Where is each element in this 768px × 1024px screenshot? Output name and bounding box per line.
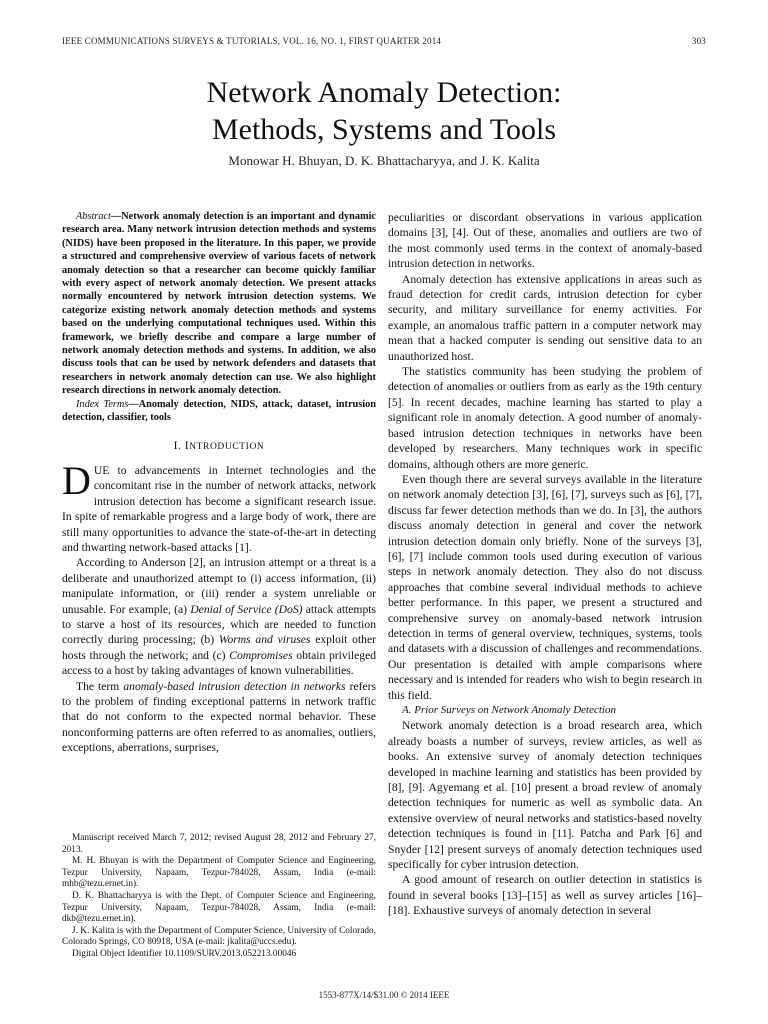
drop-cap: D: [62, 457, 91, 503]
footnote-manuscript: Manuscript received March 7, 2012; revised August 28, 2012 and February 27, 2013.: [62, 833, 376, 855]
right-paragraph-2: Anomaly detection has extensive applications in areas such as fraud detection for credit cards, intrusion detection for cyber security, and military surveillance for enemy activities. For example, an anomalous traffic pattern in a computer network may mean that a hacked computer is sending out sensitive data to an unauthorized host.: [388, 272, 702, 363]
intro-paragraph-3: [62, 679, 376, 756]
abstract: [62, 210, 376, 398]
author-list: Monowar H. Bhuyan, D. K. Bhattacharyya, and J. K. Kalita: [228, 153, 540, 168]
section-numeral: I. I: [173, 438, 190, 452]
footnote-author-3: J. K. Kalita is with the Department of Computer Science, University of Colorado, Colorado Springs, CO 80918, USA (e-mail: jkalita@uccs.edu).: [62, 925, 376, 948]
running-header: [62, 36, 706, 46]
footnotes: [62, 833, 376, 961]
paper-title: [0, 74, 768, 148]
footnote-author-2: D. K. Bhattacharyya is with the Dept. of Computer Science and Engineering, Tezpur University, Napaam, Tezpur-784028, Assam, India (e-mail: dkb@tezu.ernet.in).: [62, 890, 376, 925]
right-column: [388, 210, 702, 919]
intro-paragraph-2: [62, 555, 376, 678]
text-run: exploit other hosts through the network; and (c): [62, 633, 376, 662]
index-terms-lead: Index Terms: [76, 398, 129, 410]
title-line-1: Network Anomaly Detection:: [206, 76, 562, 109]
footnote-doi: Digital Object Identifier 10.1109/SURV.2013.052213.00046: [72, 948, 297, 959]
intro-p1-text: UE to advancements in Internet technologies and the concomitant rise in the number of network attacks, network intrusion detection has become a significant research issue. In spite of remarkable progress and a large body of work, there are still many opportunities to advance the state-of-the-art in detecting and thwarting network-based attacks [1].: [62, 463, 376, 554]
text-run: attack attempts to starve a host of its resources, which are needed to function correctly during processing; (b): [62, 602, 376, 647]
italic-term: Compromises: [229, 648, 293, 662]
intro-paragraph-1: [62, 457, 376, 555]
text-run: The term: [76, 679, 124, 693]
right-paragraph-6: A good amount of research on outlier detection in statistics is found in several books [13]–[15] as well as survey articles [16]–[18]. Exhaustive surveys of anomaly detection in several: [388, 873, 702, 918]
text-run: obtain privileged access to a host by taking advantages of known vulnerabilities.: [62, 648, 377, 678]
section-heading-introduction: [62, 438, 376, 455]
right-paragraph-3: The statistics community has been studying the problem of detection of anomalies or outliers from as early as the 19th century [5]. In recent decades, machine learning has started to play a significant role in anomaly detection. A good number of anomaly-based intrusion detection techniques in networks have been developed by researchers. Many techniques work in specific domains, although others are more generic.: [388, 365, 702, 471]
index-terms-text: —Anomaly detection, NIDS, attack, dataset, intrusion detection, classifier, tools: [62, 398, 376, 424]
subsection-heading-prior-surveys: A. Prior Surveys on Network Anomaly Detection: [402, 704, 616, 716]
right-paragraph-1: peculiarities or discordant observations in various application domains [3], [4]. Out of these, anomalies and outliers are two of the most commonly used terms in the context of anomaly-based intrusion detection in networks.: [388, 211, 702, 271]
left-column: [62, 210, 376, 756]
abstract-lead: Abstract: [76, 211, 111, 222]
index-terms: [62, 398, 376, 425]
title-line-2: Methods, Systems and Tools: [211, 113, 557, 146]
journal-name: IEEE COMMUNICATIONS SURVEYS & TUTORIALS, VOL. 16, NO. 1, FIRST QUARTER 2014: [62, 36, 442, 46]
section-title: NTRODUCTION: [189, 441, 265, 452]
right-paragraph-4: Even though there are several surveys available in the literature on network anomaly detection [3], [6], [7], surveys such as [6], [7], discuss far fewer detection methods than we do. In [3], the authors discuss anomaly detection in general and cover the network intrusion detection domain only briefly. None of the surveys [3], [6], [7] include common tools used during execution of various steps in network anomaly detection. They also do not discuss approaches that combine several individual methods to achieve better performance. In this paper, we present a structured and comprehensive survey on anomaly-based network intrusion detection in terms of general overview, techniques, systems, tools and datasets with a discussion of challenges and recommendations. Our presentation is detailed with ample comparisons where necessary and is intended for readers who wish to begin research in this field.: [388, 472, 702, 702]
text-run: According to Anderson [2], an intrusion attempt or a threat is a deliberate and unauthorized attempt to (i) access information, (ii) manipulate information, or (iii) render a system unreliable or unusable. For example, (a): [62, 556, 376, 616]
italic-term: Worms and viruses: [218, 633, 311, 647]
page-number: 303: [691, 36, 706, 46]
footnote-author-1: M. H. Bhuyan is with the Department of Computer Science and Engineering, Tezpur University, Napaam, Tezpur-784028, Assam, India (e-mail: mhb@tezu.ernet.in).: [62, 856, 376, 890]
text-run: refers to the problem of finding exceptional patterns in network traffic that do not conform to the expected normal behavior. These nonconforming patterns are often referred to as anomalies, outliers, exceptions, aberrations, surprises,: [62, 679, 376, 755]
italic-term: Denial of Service (DoS): [190, 602, 303, 616]
right-paragraph-5: Network anomaly detection is a broad research area, which already boasts a number of surveys, review articles, as well as books. An extensive survey of anomaly detection techniques developed in machine learning and statistics has been provided by [8], [9]. Agyemang et al. [10] present a broad review of anomaly detection techniques for numeric as well as symbolic data. An extensive overview of neural networks and statistics-based novelty detection techniques is found in [11]. Patcha and Park [6] and Snyder [12] present surveys of anomaly detection techniques used specifically for cyber intrusion detection.: [388, 719, 702, 872]
italic-term: anomaly-based intrusion detection in networks: [123, 679, 346, 693]
copyright-footer: 1553-877X/14/$31.00 © 2014 IEEE: [318, 990, 450, 1000]
abstract-text: —Network anomaly detection is an important and dynamic research area. Many network intrusion detection methods and systems (NIDS) have been proposed in the literature. In this paper, we provide a structured and comprehensive overview of various facets of network anomaly detection so that a researcher can become quickly familiar with every aspect of network anomaly detection. We present attacks normally encountered by network intrusion detection systems. We categorize existing network anomaly detection methods and systems based on the underlying computational techniques used. Within this framework, we briefly describe and compare a large number of network anomaly detection methods and systems. In addition, we also discuss tools that can be used by network defenders and datasets that researchers in network anomaly detection can use. We also highlight research directions in network anomaly detection.: [62, 211, 376, 397]
